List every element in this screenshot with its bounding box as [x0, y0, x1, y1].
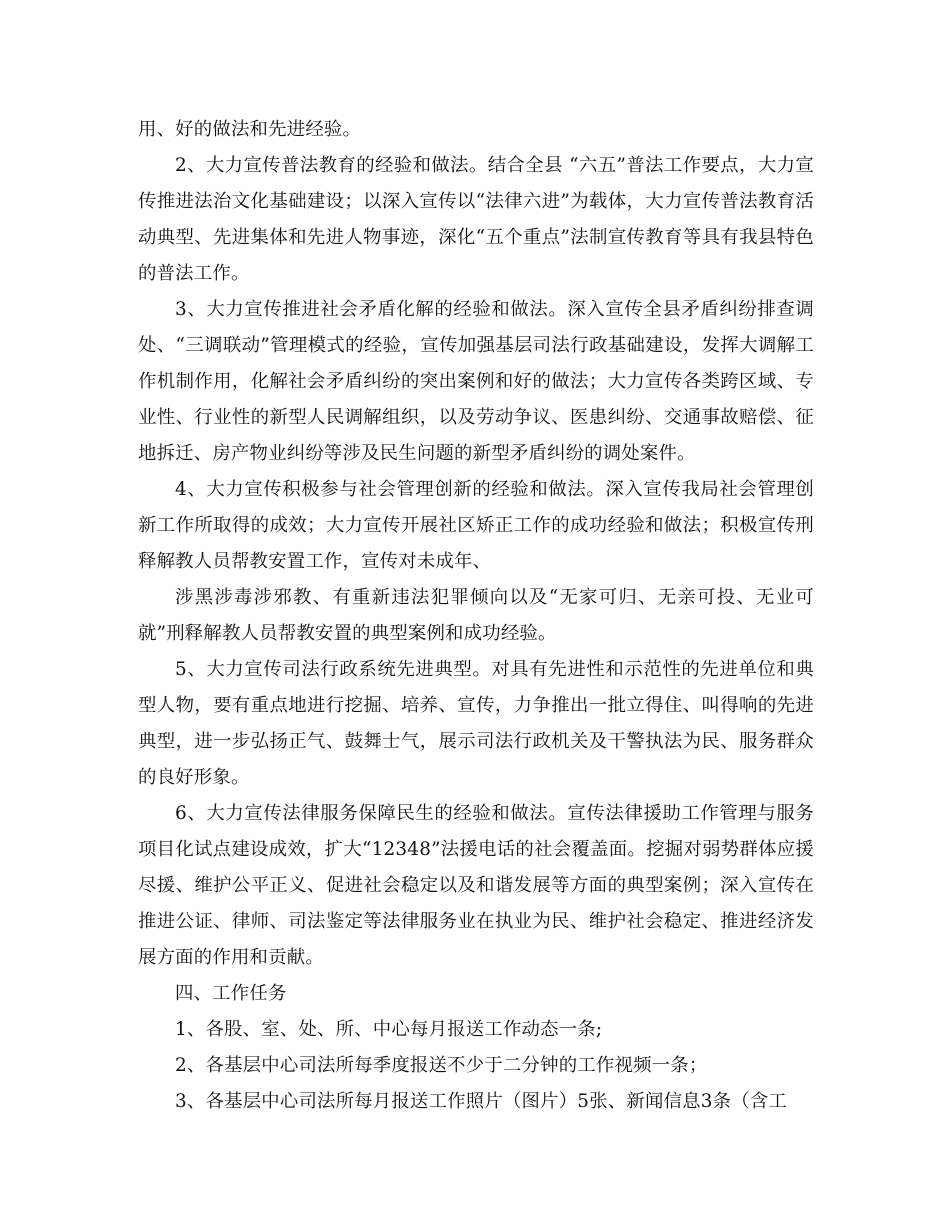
paragraph-item-2: 2、大力宣传普法教育的经验和做法。结合全县 “六五”普法工作要点，大力宣传推进法治文化基础建设；以深入宣传以“法律六进”为载体，大力宣传普法教育活动典型、先进集体和先进人物事迹，深化“五个重点”法制宣传教育等具有我县特色的普法工作。 [138, 155, 814, 284]
paragraph-item-4-continued: 涉黑涉毒涉邪教、有重新违法犯罪倾向以及“无家可归、无亲可投、无业可就”刑释解教人员帮教安置的典型案例和成功经验。 [138, 587, 814, 644]
paragraph-item-5: 5、大力宣传司法行政系统先进典型。对具有先进性和示范性的先进单位和典型人物，要有重点地进行挖掘、培养、宣传，力争推出一批立得住、叫得响的先进典型，进一步弘扬正气、鼓舞士气，展示司法行政机关及干警执法为民、服务群众的良好形象。 [138, 659, 814, 788]
paragraph-item-4: 4、大力宣传积极参与社会管理创新的经验和做法。深入宣传我局社会管理创新工作所取得的成效；大力宣传开展社区矫正工作的成功经验和做法；积极宣传刑释解教人员帮教安置工作，宣传对未成年、 [138, 479, 814, 572]
task-item-2: 2、各基层中心司法所每季度报送不少于二分钟的工作视频一条； [175, 1055, 708, 1076]
task-item-1: 1、各股、室、处、所、中心每月报送工作动态一条; [175, 1019, 603, 1040]
paragraph-item-6: 6、大力宣传法律服务保障民生的经验和做法。宣传法律援助工作管理与服务项目化试点建设成效，扩大“12348”法援电话的社会覆盖面。挖掘对弱势群体应援尽援、维护公平正义、促进社会稳定以及和谐发展等方面的典型案例；深入宣传在推进公证、律师、司法鉴定等法律服务业在执业为民、维护社会稳定、推进经济发展方面的作用和贡献。 [138, 803, 814, 968]
task-item-3: 3、各基层中心司法所每月报送工作照片（图片）5张、新闻信息3条（含工 [175, 1091, 788, 1112]
paragraph-item-3: 3、大力宣传推进社会矛盾化解的经验和做法。深入宣传全县矛盾纠纷排查调处、“三调联动”管理模式的经验，宣传加强基层司法行政基础建设，发挥大调解工作机制作用，化解社会矛盾纠纷的突出案例和好的做法；大力宣传各类跨区域、专业性、行业性的新型人民调解组织，以及劳动争议、医患纠纷、交通事故赔偿、征地拆迁、房产物业纠纷等涉及民生问题的新型矛盾纠纷的调处案件。 [138, 299, 814, 464]
paragraph-continuation: 用、好的做法和先进经验。 [138, 119, 362, 140]
section-heading-tasks: 四、工作任务 [175, 983, 287, 1004]
document-body [138, 112, 814, 1120]
